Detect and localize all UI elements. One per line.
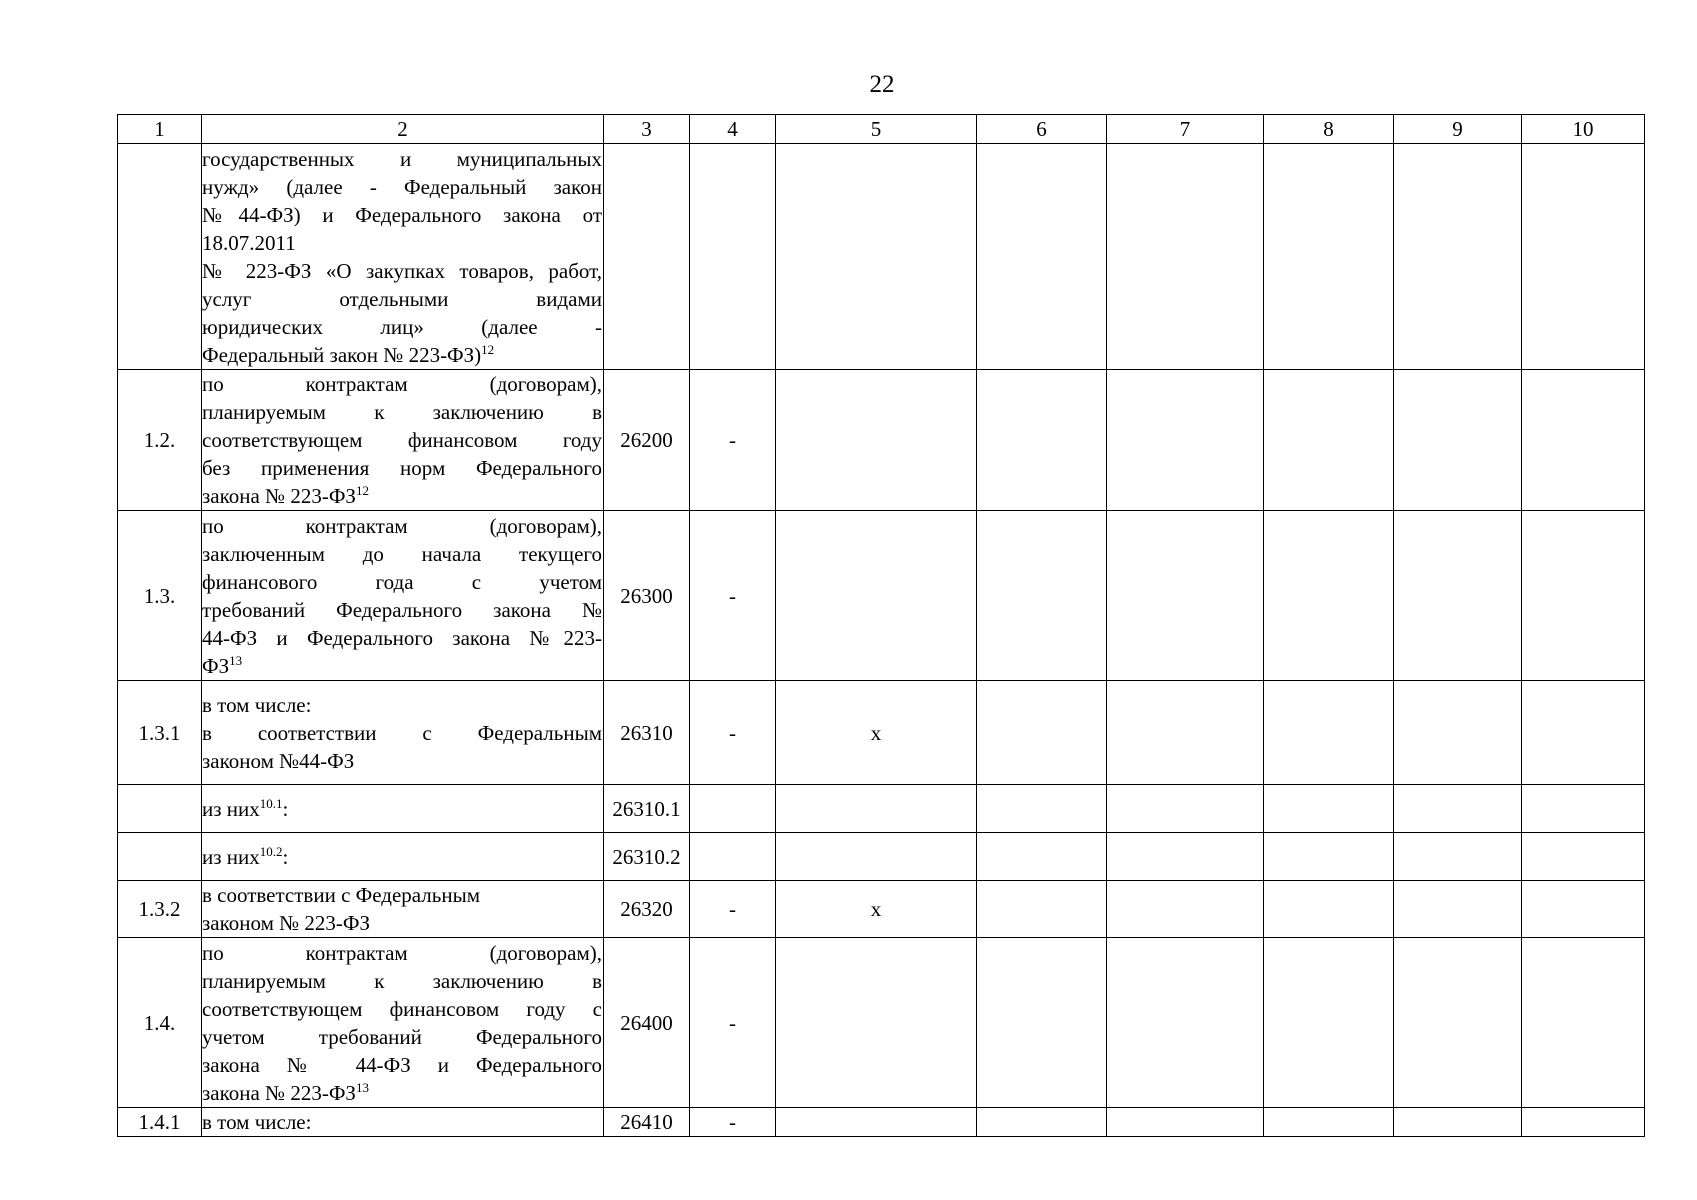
cell-col8: [1264, 833, 1394, 881]
row-number: 1.3.2: [118, 881, 202, 938]
line-text: Федеральный закон № 223-ФЗ): [202, 342, 482, 367]
row-name-line: [202, 995, 602, 1023]
column-header: 4: [690, 115, 776, 144]
row-name-line: [202, 173, 602, 201]
line-text: 18.07.2011: [202, 230, 296, 255]
row-name-line: [202, 1108, 602, 1136]
line-text: услуг отдельными видами: [202, 286, 602, 311]
row-name-line: [202, 881, 602, 909]
cell-col8: [1264, 1108, 1394, 1137]
row-number: [118, 144, 202, 370]
row-name-line: [202, 747, 602, 775]
line-text: в соответствии с Федеральным: [202, 883, 480, 907]
cell-col10: [1522, 511, 1645, 681]
line-text: финансового года с учетом: [202, 569, 602, 594]
row-name-line: [202, 596, 602, 624]
line-suffix: :: [282, 844, 289, 869]
cell-col5: [776, 370, 977, 511]
table-row: [118, 785, 1645, 833]
cell-col7: [1107, 144, 1264, 370]
cell-col9: [1394, 938, 1522, 1108]
page-number: 22: [869, 71, 895, 98]
cell-col6: [977, 370, 1107, 511]
row-name-line: [202, 229, 602, 257]
cell-col5: [776, 144, 977, 370]
row-name-line: [202, 145, 602, 173]
column-header: 3: [604, 115, 690, 144]
line-text: по контрактам (договорам),: [202, 940, 602, 965]
row-code: 26310.2: [604, 833, 690, 881]
cell-col9: [1394, 881, 1522, 938]
row-name-line: [202, 540, 602, 568]
cell-col8: [1264, 938, 1394, 1108]
footnote-ref: 10.2: [259, 843, 283, 859]
cell-col10: [1522, 881, 1645, 938]
row-name-line: [202, 795, 602, 823]
cell-col10: [1522, 370, 1645, 511]
row-code: 26300: [604, 511, 690, 681]
cell-col4: [690, 833, 776, 881]
table-row: [118, 833, 1645, 881]
row-number: 1.3.1: [118, 681, 202, 785]
row-code: 26400: [604, 938, 690, 1108]
row-name: [202, 144, 604, 370]
line-text: в том числе:: [202, 1110, 312, 1134]
column-header: 9: [1394, 115, 1522, 144]
cell-col6: [977, 511, 1107, 681]
row-code: 26200: [604, 370, 690, 511]
cell-col4: -: [690, 881, 776, 938]
row-name-line: [202, 512, 602, 540]
line-text: планируемым к заключению в: [202, 400, 602, 424]
row-name-line: [202, 624, 602, 652]
row-name-line: [202, 1023, 602, 1051]
line-suffix: :: [282, 796, 289, 821]
row-name-line: [202, 1051, 602, 1079]
cell-col9: [1394, 144, 1522, 370]
line-text: планируемым к заключению в: [202, 968, 602, 993]
cell-col4: -: [690, 681, 776, 785]
cell-col4: -: [690, 511, 776, 681]
cell-col7: [1107, 881, 1264, 938]
line-text: по контрактам (договорам),: [202, 513, 602, 538]
footnote-ref: 12: [481, 341, 495, 357]
cell-col4: -: [690, 938, 776, 1108]
row-name-line: [202, 691, 602, 719]
cell-col10: [1522, 833, 1645, 881]
line-text: соответствующем финансовом году с: [202, 996, 602, 1021]
row-name-line: [202, 454, 602, 482]
cell-col6: [977, 681, 1107, 785]
cell-col4: [690, 144, 776, 370]
cell-col7: [1107, 833, 1264, 881]
cell-col4: [690, 785, 776, 833]
row-name-line: [202, 257, 602, 285]
footnote-ref: 10.1: [259, 795, 283, 811]
line-text: законом № 223-ФЗ: [202, 911, 371, 935]
line-text: государственных и муниципальных: [202, 146, 602, 171]
line-text: в соответствии с Федеральным: [202, 720, 602, 745]
cell-col7: [1107, 681, 1264, 785]
row-number: 1.4.1: [118, 1108, 202, 1137]
cell-col5: x: [776, 681, 977, 785]
row-name-line: [202, 482, 602, 510]
cell-col6: [977, 938, 1107, 1108]
cell-col5: x: [776, 881, 977, 938]
column-header: 8: [1264, 115, 1394, 144]
line-text: в том числе:: [202, 692, 312, 717]
row-name-line: [202, 285, 602, 313]
line-text: соответствующем финансовом году: [202, 428, 602, 452]
table-row: [118, 370, 1645, 511]
line-text: из них: [202, 844, 260, 869]
line-text: закона № 44-ФЗ и Федерального: [202, 1052, 602, 1077]
cell-col5: [776, 511, 977, 681]
row-name: [202, 785, 604, 833]
line-text: ФЗ: [202, 653, 230, 678]
footnote-ref: 13: [355, 1079, 369, 1095]
table-row: [118, 144, 1645, 370]
cell-col6: [977, 881, 1107, 938]
row-name-line: [202, 201, 602, 229]
cell-col10: [1522, 785, 1645, 833]
cell-col6: [977, 1108, 1107, 1137]
line-text: без применения норм Федерального: [202, 456, 602, 480]
row-name-line: [202, 939, 602, 967]
row-number: [118, 785, 202, 833]
row-name-line: [202, 426, 602, 454]
row-number: [118, 833, 202, 881]
row-name: [202, 1108, 604, 1137]
cell-col8: [1264, 785, 1394, 833]
row-name-line: [202, 313, 602, 341]
table-row: [118, 681, 1645, 785]
table-row: [118, 511, 1645, 681]
cell-col10: [1522, 681, 1645, 785]
column-header: 10: [1522, 115, 1645, 144]
cell-col10: [1522, 144, 1645, 370]
row-name-line: [202, 843, 602, 871]
cell-col9: [1394, 681, 1522, 785]
row-name-line: [202, 568, 602, 596]
row-number: 1.2.: [118, 370, 202, 511]
row-name-line: [202, 398, 602, 426]
line-text: по контрактам (договорам),: [202, 372, 602, 396]
row-code: 26410: [604, 1108, 690, 1137]
header-row: [118, 115, 1645, 144]
cell-col10: [1522, 1108, 1645, 1137]
table-row: [118, 938, 1645, 1108]
cell-col8: [1264, 881, 1394, 938]
line-text: закона № 223-ФЗ: [202, 484, 356, 508]
cell-col5: [776, 785, 977, 833]
row-name: [202, 681, 604, 785]
cell-col7: [1107, 785, 1264, 833]
cell-col6: [977, 144, 1107, 370]
row-name-line: [202, 1079, 602, 1107]
cell-col5: [776, 938, 977, 1108]
column-header: 2: [202, 115, 604, 144]
cell-col9: [1394, 1108, 1522, 1137]
table-row: [118, 1108, 1645, 1137]
cell-col8: [1264, 370, 1394, 511]
cell-col8: [1264, 681, 1394, 785]
row-name: [202, 938, 604, 1108]
cell-col10: [1522, 938, 1645, 1108]
cell-col7: [1107, 938, 1264, 1108]
line-text: законом №44-ФЗ: [202, 748, 355, 773]
footnote-ref: 12: [355, 483, 369, 498]
cell-col4: -: [690, 1108, 776, 1137]
row-name: [202, 833, 604, 881]
column-header: 6: [977, 115, 1107, 144]
cell-col9: [1394, 785, 1522, 833]
row-name-line: [202, 652, 602, 680]
line-text: №44-ФЗ) и Федерального закона от: [202, 202, 602, 227]
line-text: нужд» (далее - Федеральный закон: [202, 174, 602, 199]
row-code: 26310.1: [604, 785, 690, 833]
cell-col9: [1394, 370, 1522, 511]
row-name-line: [202, 341, 602, 369]
row-name-line: [202, 719, 602, 747]
cell-col7: [1107, 1108, 1264, 1137]
row-number: 1.3.: [118, 511, 202, 681]
row-code: [604, 144, 690, 370]
table-row: [118, 881, 1645, 938]
line-text: № 223-ФЗ «О закупках товаров, работ,: [202, 258, 602, 283]
line-text: закона № 223-ФЗ: [202, 1080, 356, 1105]
cell-col6: [977, 833, 1107, 881]
cell-col4: -: [690, 370, 776, 511]
line-text: 44-ФЗ и Федерального закона №223-: [202, 625, 602, 650]
row-name-line: [202, 909, 602, 937]
line-text: требований Федерального закона №: [202, 597, 602, 622]
row-code: 26310: [604, 681, 690, 785]
row-name: [202, 511, 604, 681]
column-header: 7: [1107, 115, 1264, 144]
line-text: юридических лиц» (далее -: [202, 314, 602, 339]
cell-col7: [1107, 511, 1264, 681]
cell-col9: [1394, 511, 1522, 681]
cell-col5: [776, 833, 977, 881]
cell-col6: [977, 785, 1107, 833]
cell-col5: [776, 1108, 977, 1137]
row-name: [202, 370, 604, 511]
line-text: учетом требований Федерального: [202, 1024, 602, 1049]
column-header: 1: [118, 115, 202, 144]
row-name-line: [202, 967, 602, 995]
footnote-ref: 13: [229, 652, 243, 668]
cell-col8: [1264, 144, 1394, 370]
row-number: 1.4.: [118, 938, 202, 1108]
row-code: 26320: [604, 881, 690, 938]
cell-col8: [1264, 511, 1394, 681]
row-name: [202, 881, 604, 938]
row-name-line: [202, 370, 602, 398]
report-table: [117, 114, 1645, 1137]
cell-col7: [1107, 370, 1264, 511]
cell-col9: [1394, 833, 1522, 881]
column-header: 5: [776, 115, 977, 144]
line-text: заключенным до начала текущего: [202, 541, 602, 566]
line-text: из них: [202, 796, 260, 821]
